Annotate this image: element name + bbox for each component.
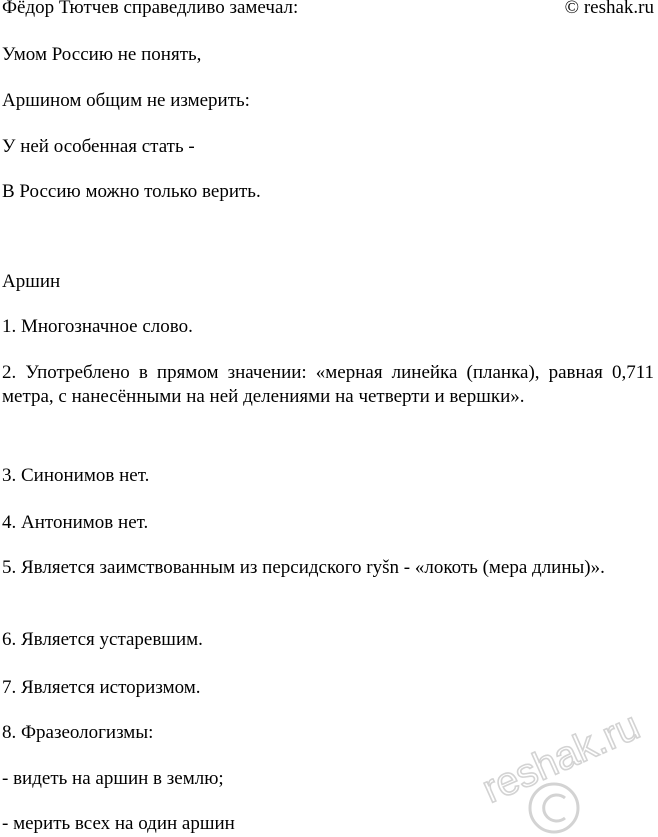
analysis-item-1: 1. Многозначное слово. — [2, 316, 193, 337]
analysis-item-7: 7. Является историзмом. — [2, 677, 201, 698]
analysis-item-5: 5. Является заимствованным из персидского ryšn - «локоть (мера длины)». — [2, 557, 605, 578]
poem-line-3: У ней особенная стать - — [2, 136, 195, 157]
watermark-text: reshak.ru — [475, 703, 647, 812]
watermark-copyright-icon — [530, 784, 578, 832]
reshak-watermark — [470, 690, 658, 837]
poem-line-2: Аршином общим не измерить: — [2, 90, 250, 111]
analysis-item-3: 3. Синонимов нет. — [2, 465, 150, 486]
analysis-word: Аршин — [2, 271, 61, 292]
analysis-item-6: 6. Является устаревшим. — [2, 629, 203, 650]
analysis-item-2: 2. Употреблено в прямом значении: «мерная линейка (планка), равная 0,711 метра, с нанесёнными на ней делениями на четверти и вершки». — [2, 362, 654, 407]
poem-line-1: Умом Россию не понять, — [2, 44, 202, 65]
analysis-item-4: 4. Антонимов нет. — [2, 512, 149, 533]
phrase-item-2: - мерить всех на один аршин — [2, 813, 235, 834]
copyright-label: © reshak.ru — [564, 0, 654, 18]
poem-line-4: В Россию можно только верить. — [2, 181, 261, 202]
analysis-item-8: 8. Фразеологизмы: — [2, 722, 154, 743]
intro-text: Фёдор Тютчев справедливо замечал: — [2, 0, 299, 18]
phrase-item-1: - видеть на аршин в землю; — [2, 768, 224, 789]
